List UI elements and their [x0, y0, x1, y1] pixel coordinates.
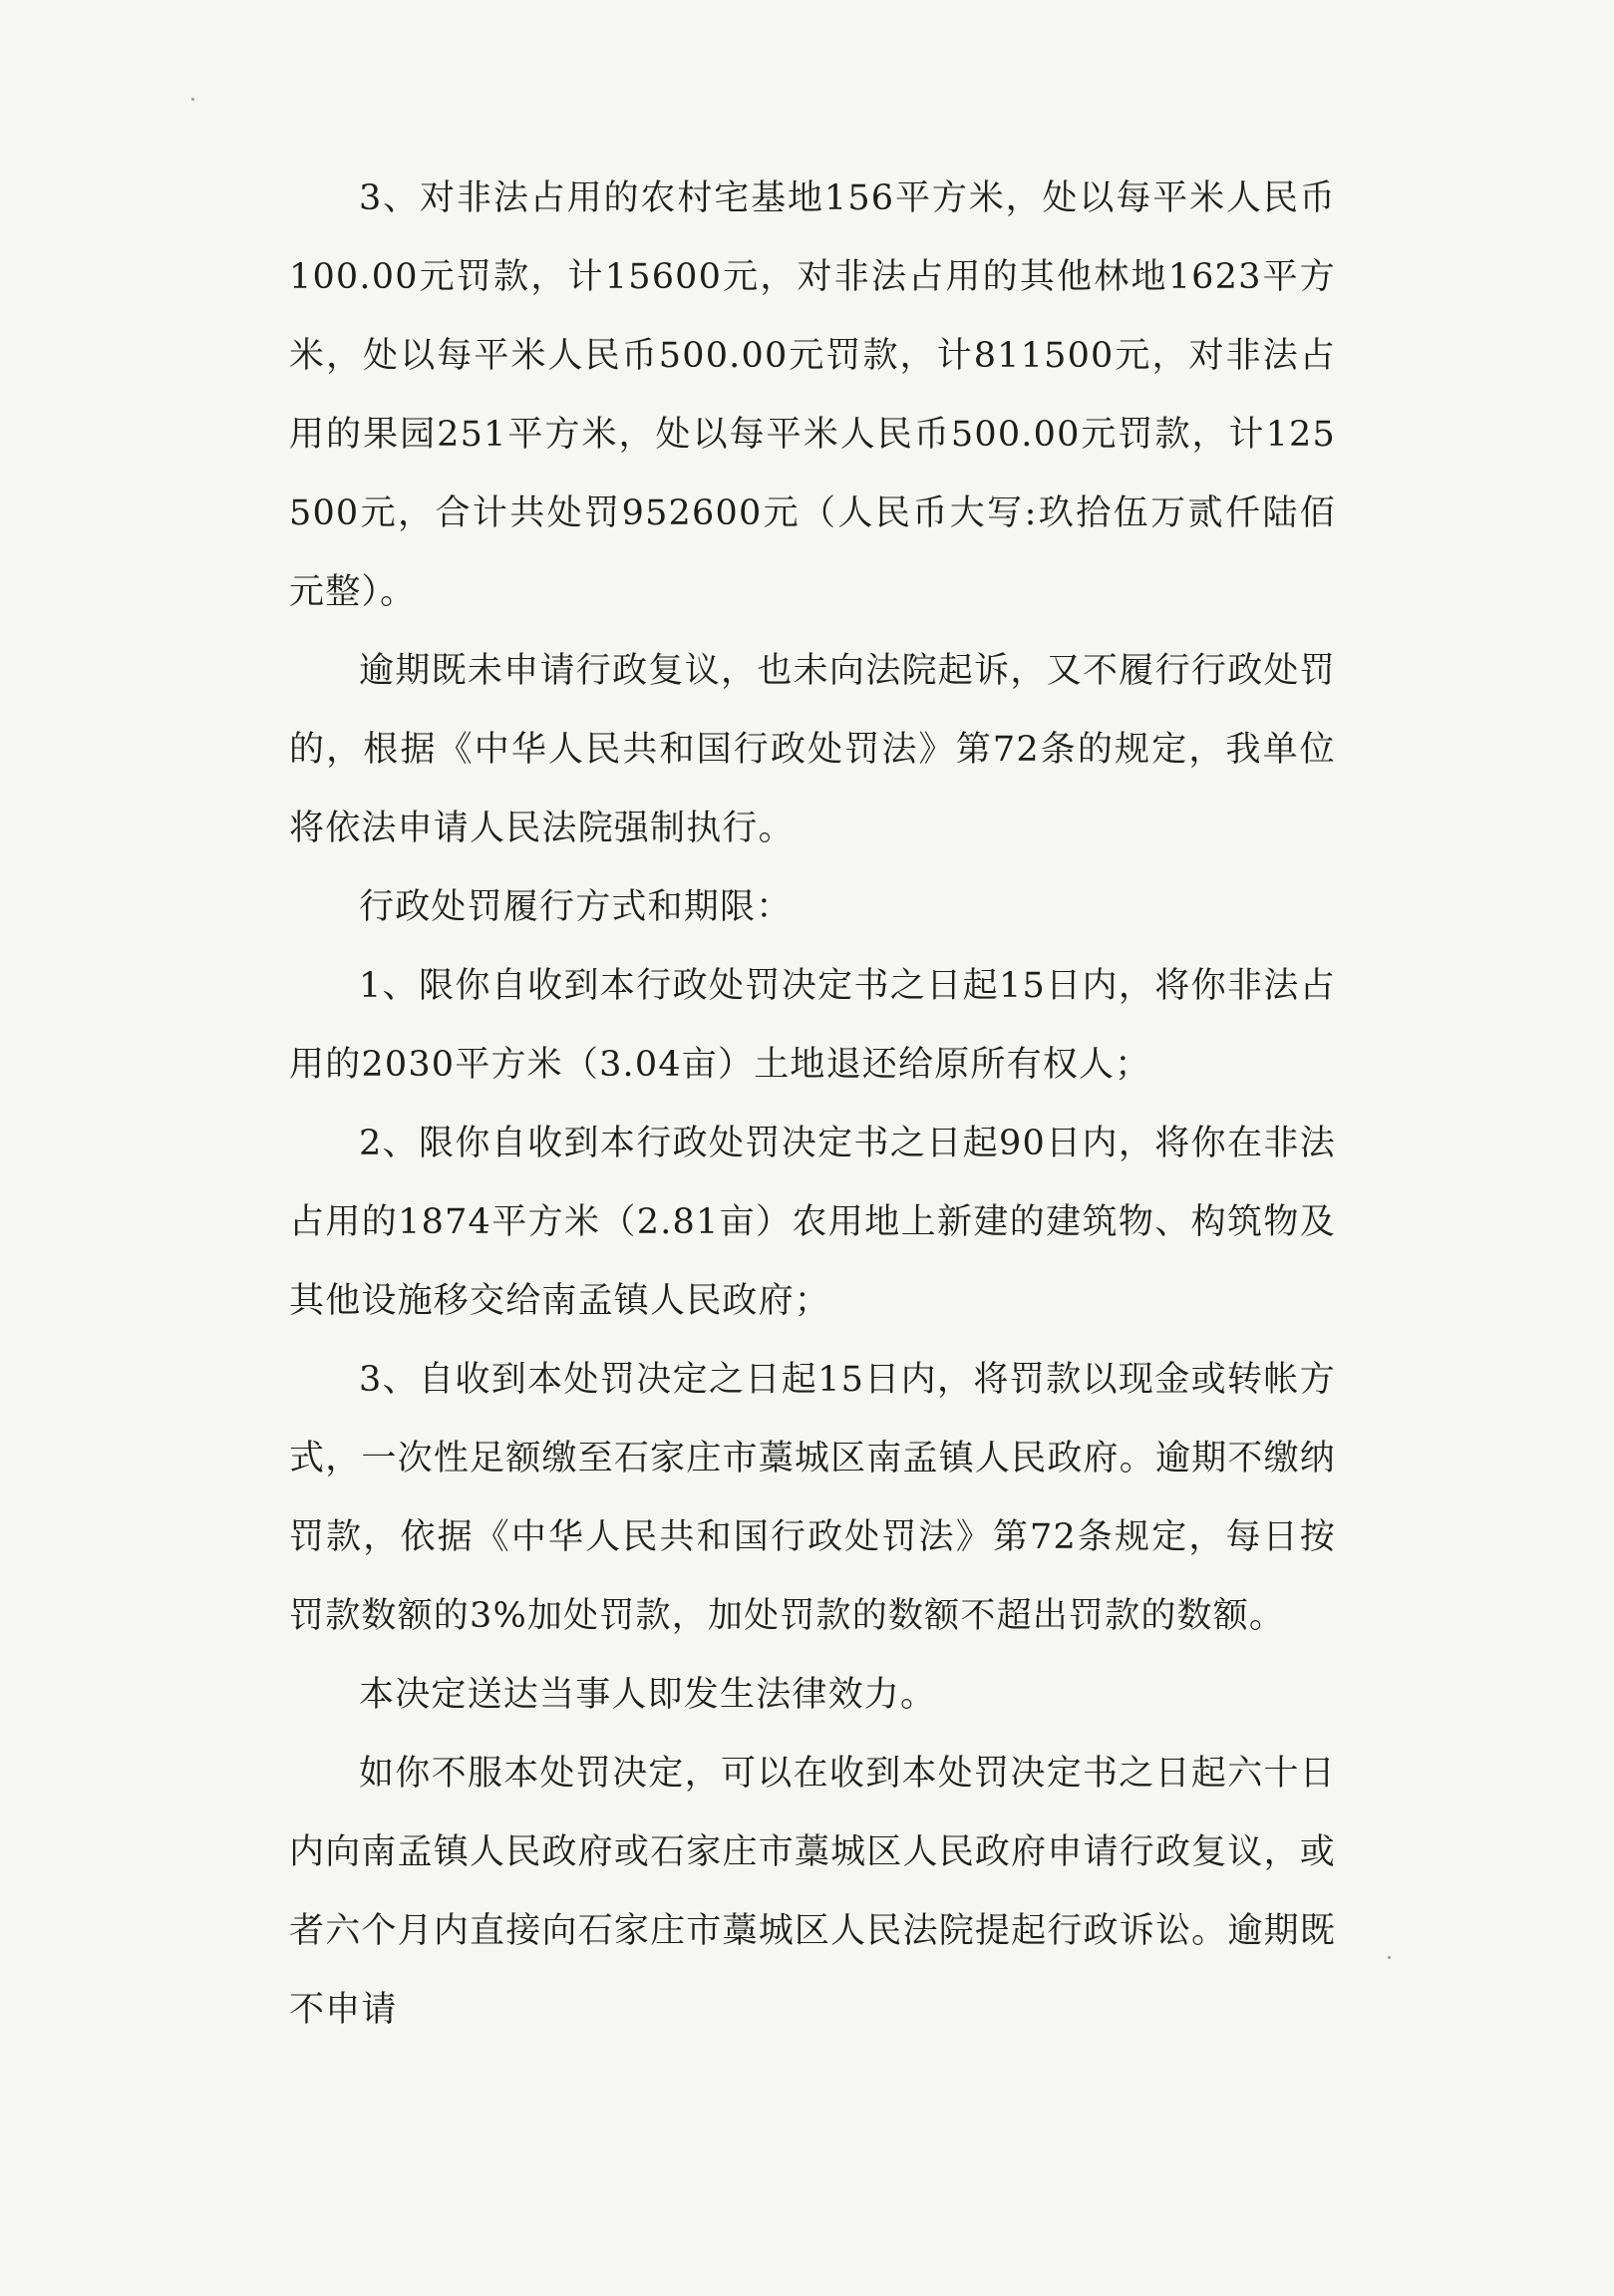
- paragraph-performance-heading: 行政处罚履行方式和期限：: [359, 887, 793, 927]
- paragraph-land-return: 1、限你自收到本行政处罚决定书之日起15日内，将你非法占用的2030平方米（3.04亩）土地退还给原所有权人；: [289, 966, 1336, 1085]
- scan-speck: [1388, 1956, 1391, 1959]
- scan-speck: [191, 98, 194, 101]
- paragraph-fine-payment: 3、自收到本处罚决定之日起15日内，将罚款以现金或转帐方式，一次性足额缴至石家庄市藁城区南孟镇人民政府。逾期不缴纳罚款，依据《中华人民共和国行政处罚法》第72条规定，每日按罚款数额的3%加处罚款，加处罚款的数额不超出罚款的数额。: [289, 1360, 1336, 1636]
- document-body: [289, 160, 1336, 2050]
- paragraph-enforcement-warning: 逾期既未申请行政复议，也未向法院起诉，又不履行行政处罚的，根据《中华人民共和国行政处罚法》第72条的规定，我单位将依法申请人民法院强制执行。: [289, 651, 1336, 848]
- paragraph-fine-calculation: 3、对非法占用的农村宅基地156平方米，处以每平米人民币100.00元罚款，计15600元，对非法占用的其他林地1623平方米，处以每平米人民币500.00元罚款，计811500元，对非法占用的果园251平方米，处以每平米人民币500.00元罚款，计125500元，合计共处罚952600元（人民币大写:玖拾伍万贰仟陆佰元整）。: [289, 178, 1336, 612]
- paragraph-structure-transfer: 2、限你自收到本行政处罚决定书之日起90日内，将你在非法占用的1874平方米（2.81亩）农用地上新建的建筑物、构筑物及其他设施移交给南孟镇人民政府；: [289, 1124, 1336, 1321]
- paragraph-effectiveness: 本决定送达当事人即发生法律效力。: [359, 1675, 937, 1715]
- paragraph-appeal-rights: 如你不服本处罚决定，可以在收到本处罚决定书之日起六十日内向南孟镇人民政府或石家庄市藁城区人民政府申请行政复议，或者六个月内直接向石家庄市藁城区人民法院提起行政诉讼。逾期既不申请: [289, 1754, 1336, 2030]
